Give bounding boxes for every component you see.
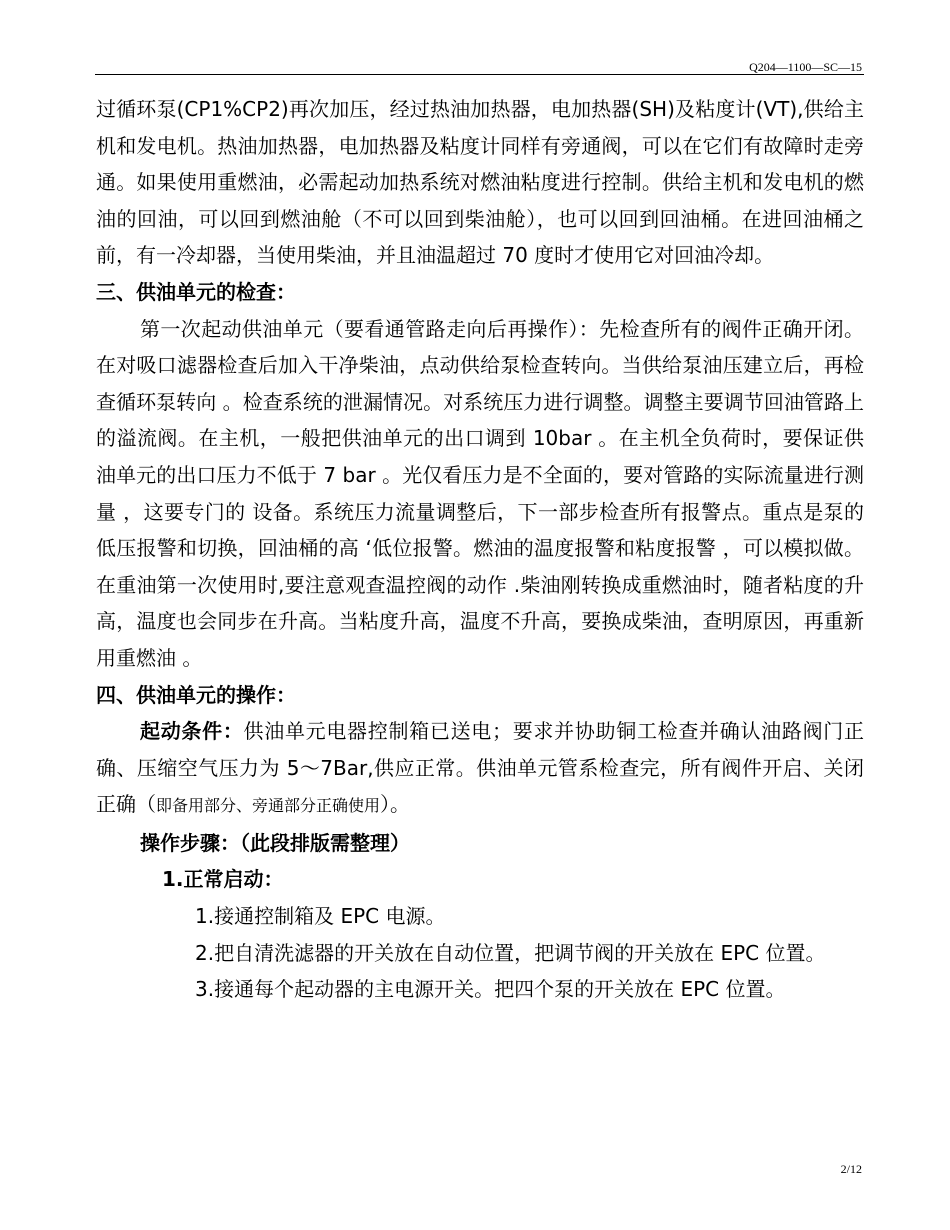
section-heading-inspection: 三、供油单元的检查： bbox=[96, 279, 296, 304]
list-item: 2.把自清洗滤器的开关放在自动位置，把调节阀的开关放在 EPC 位置。 bbox=[195, 940, 826, 965]
section-heading-operation: 四、供油单元的操作： bbox=[96, 682, 296, 707]
start-conditions-label: 起动条件： bbox=[140, 719, 244, 744]
page-number: 2/12 bbox=[840, 1162, 862, 1176]
normal-start-heading: 1.正常启动： bbox=[162, 867, 284, 892]
paragraph-inspection: 第一次起动供油单元（要看通管路走向后再操作）：先检查所有的阀件正确开闭。在对吸口滤器检查后加入干净柴油，点动供给泵检查转向。当供给泵油压建立后，再检查循环泵转向 。检查系统的泄漏情况。对系统压力进行调整。调整主要调节回油管路上的溢流阀。在主机，一般把供油单元的出口调到 10bar 。在主机全负荷时，要保证供油单元的出口压力不低于 7 bar 。光仅看压力是不全面的，要对管路的实际流量进行测量 ，这要专门的 设备。系统压力流量调整后，下一部步检查所有报警点。重点是泵的低压报警和切换，回油桶的高 ‘低位报警。燃油的温度报警和粘度报警 ，可以模拟做。 在重油第一次使用时,要注意观查温控阀的动作 .柴油刚转换成重燃油时，随者粘度的升高，温度也会同步在升高。当粘度升高，温度不升高，要换成柴油，查明原因，再重新用重燃油 。 bbox=[96, 316, 864, 670]
paragraph-fuel-circulation: 过循环泵(CP1%CP2)再次加压，经过热油加热器，电加热器(SH)及粘度计(VT),供给主机和发电机。热油加热器，电加热器及粘度计同样有旁通阀，可以在它们有故障时走旁通。如果使用重燃油，必需起动加热系统对燃油粘度进行控制。供给主机和发电机的燃油的回油，可以回到燃油舱（不可以回到柴油舱），也可以回到回油桶。在进回油桶之前，有一冷却器，当使用柴油，并且油温超过 70 度时才使用它对回油冷却。 bbox=[96, 97, 864, 268]
start-conditions-note: 即备用部分、旁通部分正确使用 bbox=[156, 796, 381, 816]
paragraph-start-conditions bbox=[96, 713, 864, 825]
list-item: 1.接通控制箱及 EPC 电源。 bbox=[195, 904, 446, 929]
header-divider bbox=[95, 74, 864, 75]
document-body bbox=[96, 91, 864, 1008]
list-item: 3.接通每个起动器的主电源开关。把四个泵的开关放在 EPC 位置。 bbox=[195, 977, 786, 1002]
start-conditions-end: ）。 bbox=[380, 792, 411, 817]
operation-steps-heading: 操作步骤：（此段排版需整理） bbox=[140, 830, 410, 855]
document-code: Q204—1100—SC—15 bbox=[749, 60, 862, 74]
start-conditions-text: 供油单元电器控制箱已送电；要求并协助铜工检查并确认油路阀门正确、压缩空气压力为 5～7Bar,供应正常。供油单元管系检查完，所有阀件开启、关闭正确（ bbox=[96, 719, 865, 817]
